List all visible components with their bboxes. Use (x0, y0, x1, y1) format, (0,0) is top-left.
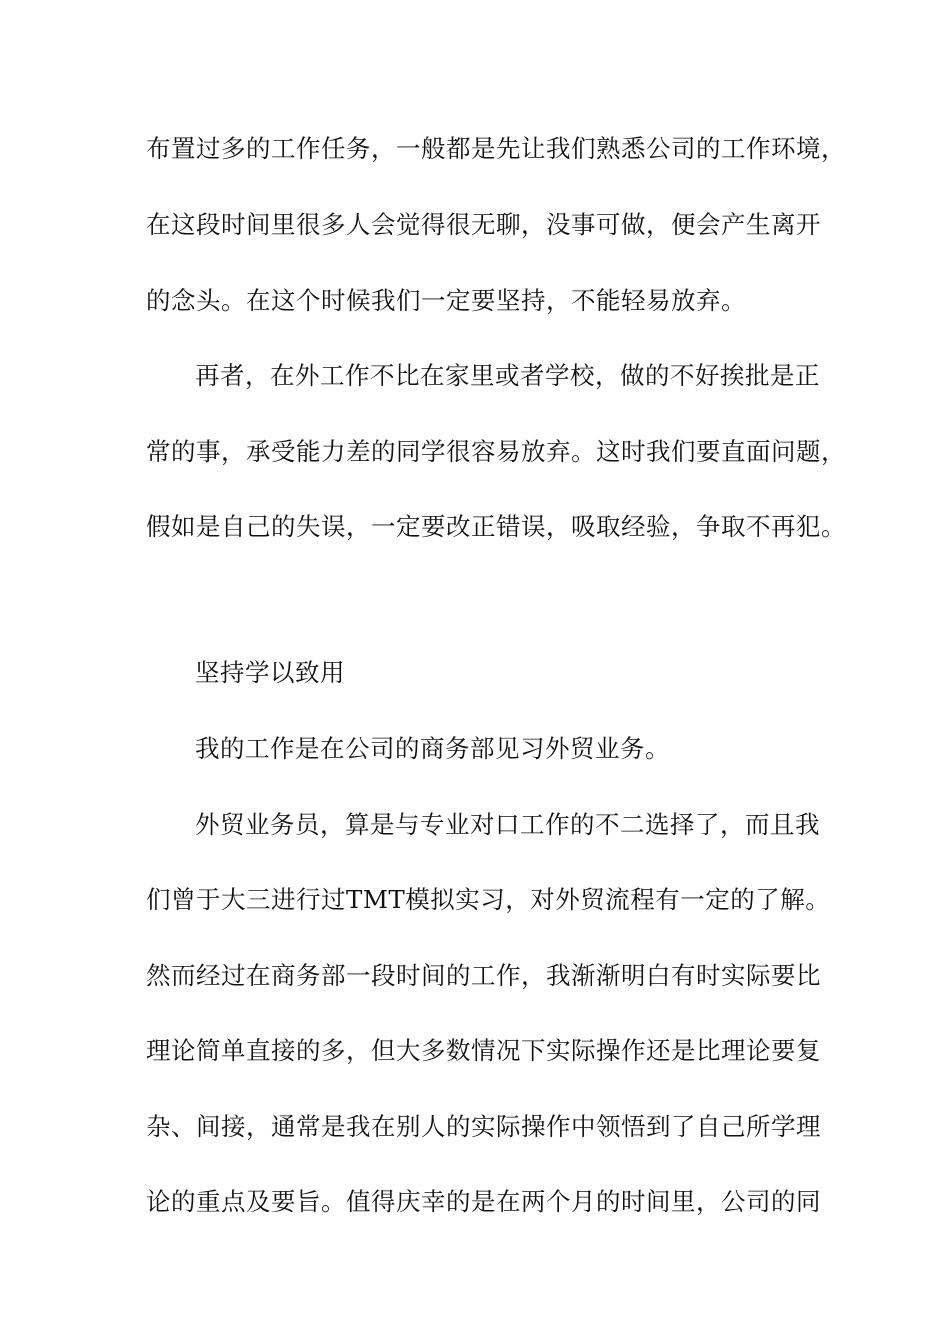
text-line: 们曾于大三进行过TMT模拟实习，对外贸流程有一定的了解。 (146, 885, 831, 914)
text-line: 假如是自己的失误，一定要改正错误，吸取经验，争取不再犯。 (146, 512, 846, 541)
paragraph-start-line: 我的工作是在公司的商务部见习外贸业务。 (195, 734, 670, 763)
text-line: 杂、间接，通常是我在别人的实际操作中领悟到了自己所学理 (146, 1112, 821, 1141)
text-line: 在这段时间里很多人会觉得很无聊，没事可做，便会产生离开 (146, 210, 821, 239)
paragraph-start-line: 再者，在外工作不比在家里或者学校，做的不好挨批是正 (195, 361, 820, 390)
text-line: 的念头。在这个时候我们一定要坚持，不能轻易放弃。 (146, 286, 746, 315)
text-line: 然而经过在商务部一段时间的工作，我渐渐明白有时实际要比 (146, 961, 821, 990)
section-heading: 坚持学以致用 (195, 658, 345, 687)
text-line: 论的重点及要旨。值得庆幸的是在两个月的时间里，公司的同 (146, 1187, 821, 1216)
text-line: 常的事，承受能力差的同学很容易放弃。这时我们要直面问题， (146, 437, 846, 466)
text-line: 理论简单直接的多，但大多数情况下实际操作还是比理论要复 (146, 1036, 821, 1065)
text-line: 布置过多的工作任务，一般都是先让我们熟悉公司的工作环境， (146, 134, 846, 163)
paragraph-start-line: 外贸业务员，算是与专业对口工作的不二选择了，而且我 (195, 810, 820, 839)
